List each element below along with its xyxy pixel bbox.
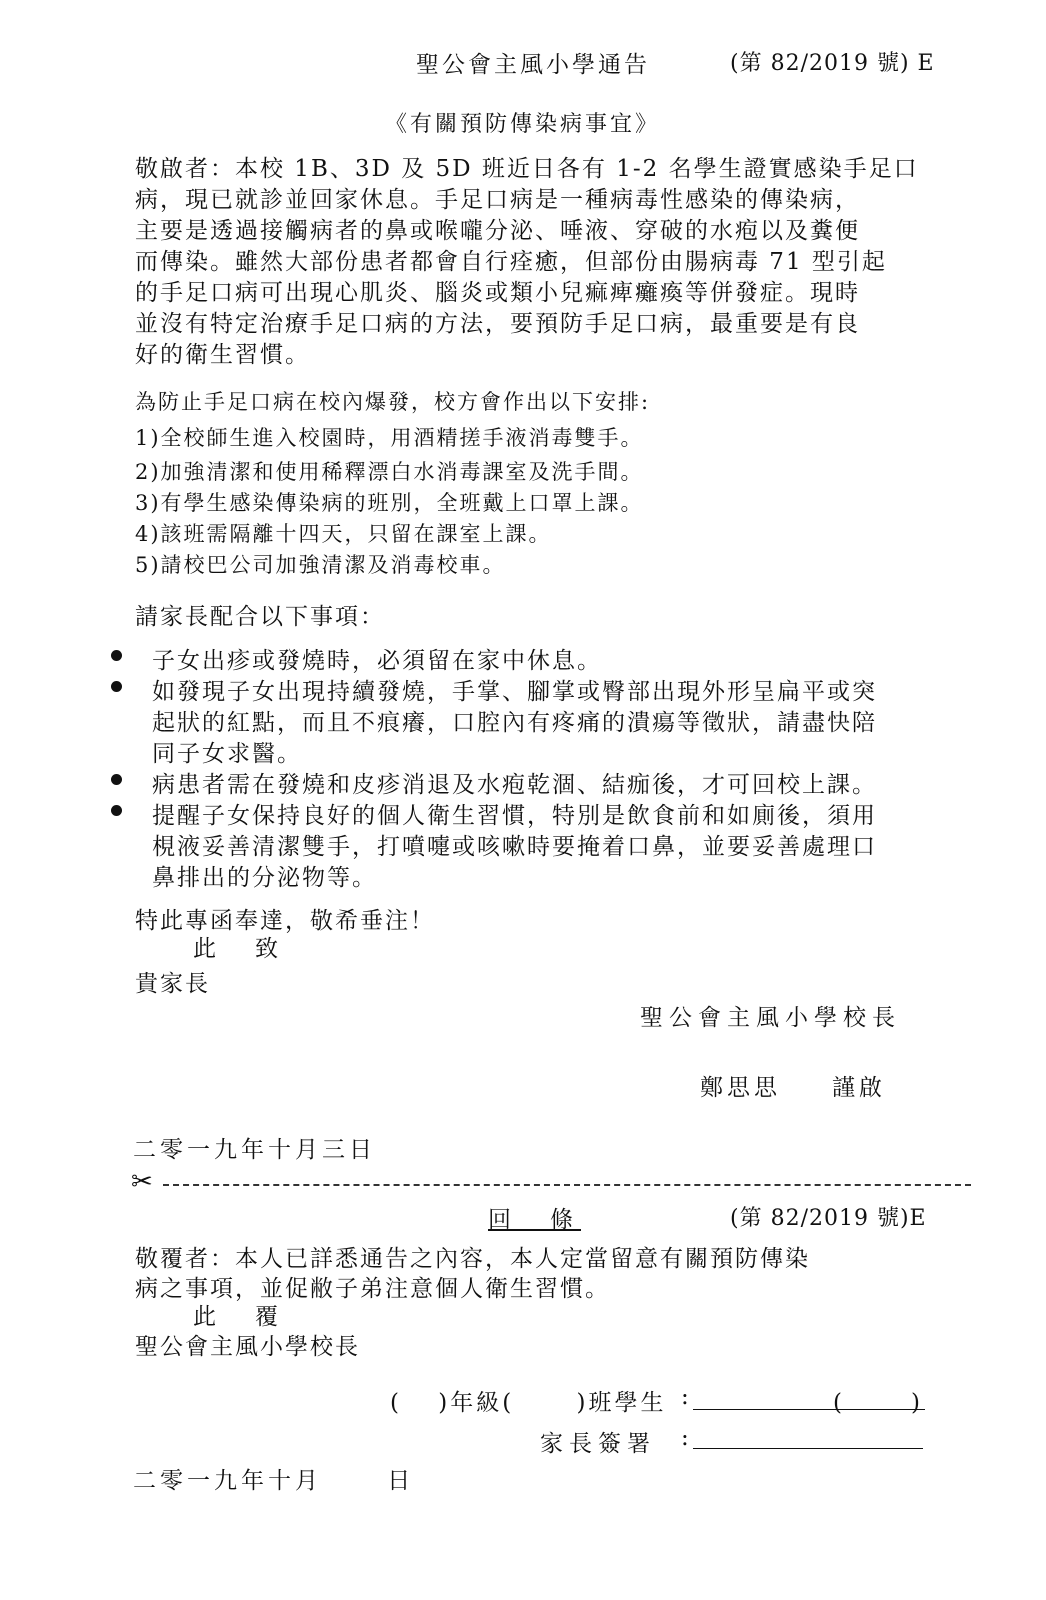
reply-line: 敬覆者：本人已詳悉通告之內容，本人定當留意有關預防傳染 xyxy=(135,1246,810,1272)
arrangement-item: 4)該班需隔離十四天，只留在課室上課。 xyxy=(135,522,552,546)
bullet-item: 如發現子女出現持續發燒，手掌、腳掌或臀部出現外形呈扁平或突 xyxy=(152,679,877,705)
intro-line: 的手足口病可出現心肌炎、腦炎或類小兒痲痺癱瘓等併發症。現時 xyxy=(135,280,860,306)
intro-line: 好的衛生習慣。 xyxy=(135,342,310,368)
arrangement-item: 1)全校師生進入校園時，用酒精搓手液消毒雙手。 xyxy=(135,426,644,450)
closing-recipient: 貴家長 xyxy=(135,971,210,997)
reply-line: 病之事項，並促敝子弟注意個人衛生習慣。 xyxy=(135,1276,610,1302)
student-number-paren[interactable]: ( ) xyxy=(833,1390,920,1416)
bullet-icon xyxy=(111,681,122,692)
intro-line: 主要是透過接觸病者的鼻或喉嚨分泌、唾液、穿破的水疱以及糞便 xyxy=(135,218,860,244)
notice-number: (第 82/2019 號) E xyxy=(730,51,935,76)
intro-line: 病，現已就診並回家休息。手足口病是一種病毒性感染的傳染病， xyxy=(135,187,860,213)
bullet-item: 子女出疹或發燒時，必須留在家中休息。 xyxy=(152,648,602,674)
bullet-icon xyxy=(111,774,122,785)
reply-date[interactable]: 二零一九年十月 日 xyxy=(133,1468,415,1494)
colon: : xyxy=(681,1384,689,1410)
colon: : xyxy=(681,1425,689,1451)
subject-heading: 《有關預防傳染病事宜》 xyxy=(385,112,661,137)
closing-zhi: 此 致 xyxy=(193,936,286,962)
reply-recipient: 聖公會主風小學校長 xyxy=(135,1334,360,1360)
arrangement-item: 5)請校巴公司加強清潔及消毒校車。 xyxy=(135,553,506,577)
reply-number: (第 82/2019 號)E xyxy=(730,1206,927,1231)
bullet-item: 鼻排出的分泌物等。 xyxy=(152,865,377,891)
notice-title: 聖公會主風小學通告 xyxy=(416,52,650,78)
cut-line xyxy=(163,1184,971,1186)
intro-line: 敬啟者：本校 1B、3D 及 5D 班近日各有 1-2 名學生證實感染手足口 xyxy=(135,156,919,182)
class-student-label[interactable]: ( )年級( )班學生 xyxy=(390,1390,667,1416)
notice-date: 二零一九年十月三日 xyxy=(133,1137,376,1163)
signer-title: 聖公會主風小學校長 xyxy=(640,1005,901,1031)
bullet-item: 病患者需在發燒和皮疹消退及水疱乾涸、結痂後，才可回校上課。 xyxy=(152,772,877,798)
parent-signature-field[interactable] xyxy=(693,1448,923,1449)
bullet-item: 同子女求醫。 xyxy=(152,741,302,767)
closing-line: 特此專函奉達，敬希垂注！ xyxy=(135,908,435,934)
bullet-icon xyxy=(111,650,122,661)
arrangement-item: 2)加強清潔和使用稀釋漂白水消毒課室及洗手間。 xyxy=(135,460,644,484)
reply-fu: 此 覆 xyxy=(193,1304,286,1330)
parents-intro: 請家長配合以下事項： xyxy=(135,604,385,630)
signer-name: 鄭思思 xyxy=(700,1075,781,1101)
arrangements-intro: 為防止手足口病在校內爆發，校方會作出以下安排: xyxy=(135,390,651,414)
arrangement-item: 3)有學生感染傳染病的班別，全班戴上口罩上課。 xyxy=(135,491,644,515)
reply-title: 回 條 xyxy=(488,1207,581,1233)
bullet-item: 提醒子女保持良好的個人衛生習慣，特別是飲食前和如廁後，須用 xyxy=(152,803,877,829)
student-name-field[interactable] xyxy=(693,1409,925,1410)
bullet-item: 梘液妥善清潔雙手，打噴嚏或咳嗽時要掩着口鼻，並要妥善處理口 xyxy=(152,834,877,860)
intro-line: 而傳染。雖然大部份患者都會自行痊癒，但部份由腸病毒 71 型引起 xyxy=(135,249,887,275)
parent-sign-label: 家長簽署 xyxy=(540,1431,656,1457)
scissors-icon: ✂ xyxy=(131,1167,153,1197)
bullet-item: 起狀的紅點，而且不痕癢，口腔內有疼痛的潰瘍等徵狀，請盡快陪 xyxy=(152,710,877,736)
bullet-icon xyxy=(111,805,122,816)
intro-line: 並沒有特定治療手足口病的方法，要預防手足口病，最重要是有良 xyxy=(135,311,860,337)
signer-respect: 謹啟 xyxy=(832,1075,886,1101)
